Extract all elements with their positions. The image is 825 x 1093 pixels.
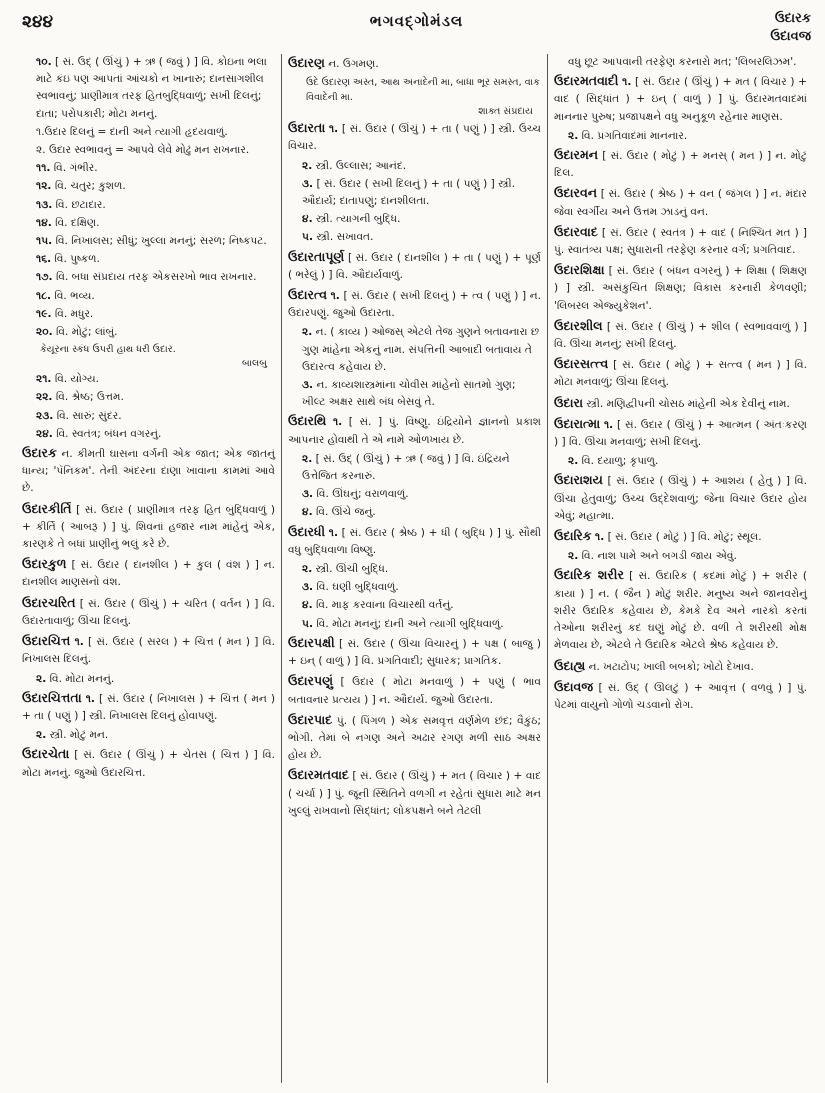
definition-text: [ સં. ] પું. વિષ્ણુ. ઇંદ્રિયોને જ્ઞાનનો પ્રકાશ આપનાર હોવાથી તે એ નામે ઓળખાય છે. bbox=[288, 416, 541, 446]
definition-text: [ સં. ઉદાર ( દાનશીલ ) + તા ( પણું ) + પૂર્ણ ( ભરેલું ) ] વિ. ઔદાર્યવાળું. bbox=[288, 251, 541, 281]
entry-sense bbox=[22, 142, 275, 159]
headword: ઉદારમન bbox=[554, 147, 599, 163]
dictionary-entry bbox=[288, 248, 541, 284]
sense-number: ૧૬. bbox=[36, 253, 52, 266]
definition-text: [ સં. ઉદાર ( ઊંચું ) + ચેતસ ( ચિત્ત ) ] વિ. મોટા મનનું. જુઓ ઉદારચિત્ત. bbox=[22, 749, 275, 779]
sense-number: ૧. bbox=[332, 416, 343, 429]
sense-number: ૨૨. bbox=[36, 391, 53, 404]
headword: ઉદારધી bbox=[288, 523, 326, 539]
definition-text: [ સં. ઉદાર ( સ્વતંત્ર ) + વાદ ( નિશ્ચિત મત ) ] પું. સ્વાતંત્ર્ય પક્ષ; સુધારાની તરફેણ કરનાર વર્ગ; પ્રગતિવાદ. bbox=[554, 226, 807, 257]
headword: ઉદારશિક્ષા bbox=[554, 262, 605, 278]
guide-word-bottom: ઉદાવજ bbox=[770, 29, 811, 44]
dictionary-entry bbox=[22, 444, 275, 498]
definition-text: ૧.ઉદાર દિલનું = દાની અને ત્યાગી હૃદયવાળું. bbox=[36, 125, 228, 138]
entry-sense bbox=[22, 426, 275, 443]
dictionary-entry bbox=[554, 471, 807, 525]
definition-text: [ સં. ઉદાર ( સરલ ) + ચિત્ત ( મન ) ] વિ. નિખાલસ દિલનું. bbox=[22, 636, 275, 666]
dictionary-entry bbox=[22, 555, 275, 591]
dictionary-entry bbox=[554, 223, 807, 259]
definition-text: વિ. યોગ્ય. bbox=[54, 373, 99, 386]
sense-number: ૧. bbox=[74, 636, 84, 649]
dictionary-entry bbox=[554, 657, 807, 676]
definition-text: વિ. ભવ્ય. bbox=[54, 289, 95, 302]
entry-sense bbox=[22, 269, 275, 286]
entry-sense bbox=[22, 371, 275, 388]
entry-sense bbox=[288, 504, 541, 521]
sense-number: ૧. bbox=[603, 418, 614, 431]
entry-sense bbox=[288, 616, 541, 633]
sense-number: ૧૫. bbox=[36, 235, 53, 248]
definition-text: વિ. નિખાલસ; સીધું; ખુલ્લા મનનું; સરળ; નિષ્કપટ. bbox=[55, 235, 267, 248]
dictionary-entry bbox=[288, 672, 541, 708]
definition-text: વિ. ઊંઘનું; વરાળવાળું. bbox=[316, 488, 409, 501]
definition-text: વિ. નાશ પામે અને બગડી જાય એવું. bbox=[581, 550, 737, 563]
definition-text: વિ. માફ કરવાના વિચારથી વર્તનું. bbox=[315, 599, 454, 612]
definition-text: ન. કાવ્યશાસ્ત્રમાંના ચોવીસ માંહેનો સાતમો ગુણ; ખીલ્ટ અક્ષર સાથે બંધ બેસવું તે. bbox=[302, 379, 516, 409]
headword: ઉદારકુળ bbox=[22, 556, 67, 572]
definition-text: [ સં. ઉદાર ( ઊંચું ) + શીલ ( સ્વભાવવાળું ) ] વિ. ઊંચા મનનું; સખી દિલનું. bbox=[554, 320, 807, 351]
entry-sense bbox=[22, 408, 275, 425]
entry-sense bbox=[554, 54, 807, 71]
sense-number: ૧૪. bbox=[36, 216, 52, 229]
headword: ઉદારમતવાદી bbox=[554, 73, 619, 89]
headword: ઉદારતાપૂર્ણ bbox=[288, 248, 345, 264]
entry-sense bbox=[22, 197, 275, 214]
entry-sense bbox=[22, 306, 275, 323]
dictionary-entry bbox=[554, 678, 807, 714]
definition-text: વિ. છટાદાર. bbox=[55, 198, 106, 211]
sense-number: ૨. bbox=[36, 729, 47, 742]
entry-sense bbox=[288, 451, 541, 485]
dictionary-entry bbox=[554, 261, 807, 315]
definition-text: સ્ત્રી. સખાવત. bbox=[316, 231, 374, 244]
definition-text: [ સં. ઉદાર ( ઊંચું ) + આત્મન ( અંતઃકરણ ) ] વિ. ઊંચા મનવાળું; સખી દિલનું. bbox=[554, 418, 808, 449]
sense-number: ૧૯. bbox=[36, 307, 52, 320]
definition-text: વિ. સારું; સુંદર. bbox=[56, 409, 122, 422]
entry-sense bbox=[288, 486, 541, 503]
headword: ઉદારવાદ bbox=[554, 223, 598, 239]
definition-text: સ્ત્રી. મોટું મન. bbox=[49, 729, 109, 742]
dictionary-entry bbox=[288, 119, 541, 155]
headword: ઉદારાત્મા bbox=[554, 415, 601, 431]
entry-sense bbox=[288, 579, 541, 596]
sense-number: ૧૧. bbox=[36, 162, 51, 175]
dictionary-entry bbox=[554, 146, 807, 182]
guide-words bbox=[770, 10, 811, 46]
definition-text: વિ. મધુર. bbox=[54, 307, 94, 320]
definition-text: [ સં. ઉદાર ( બંધન વગરનું ) + શિક્ષા ( શિક્ષણ ) ] સ્ત્રી. અસંકુચિત શિક્ષણ; વિકાસ કરનારી કેળવણી; 'લિબરલ એજ્યુકેશન'. bbox=[554, 265, 807, 312]
dictionary-entry bbox=[22, 594, 275, 630]
sense-number: ૧. bbox=[328, 123, 339, 136]
column-2 bbox=[281, 54, 547, 1083]
page-number: ૨૪૪ bbox=[22, 12, 54, 32]
sense-number: ૪. bbox=[302, 599, 313, 612]
citation-source: બાલબુ bbox=[241, 358, 267, 370]
sense-number: ૪. bbox=[302, 213, 313, 226]
definition-text: [ સં. ઉદ્ ( ઊંચું ) + ઋ ( જવું ) ] વિ. કોઇના ભલા માટે કંઇ પણ આપતાં આંચકો ન ખાનારું; દાનસાગશીલ સ્વભાવનું; પ્રાણીમાત્ર તરફ હિતબુદ્ધિવાળું; સખી દિલનું; દાતા; પરોપકારી; મોટા મનનું. bbox=[36, 56, 267, 120]
definition-text: [ સં. ઉદાર ( સખી દિલનું ) + તા ( પણું ) ] સ્ત્રી. ઔદાર્ય; દાતાપણું; દાનશીલતા. bbox=[302, 177, 515, 208]
entry-sense bbox=[288, 211, 541, 228]
dictionary-entry bbox=[554, 355, 807, 391]
definition-text: [ સં. ઉદ્ ( ઊલટું ) + આવૃત્ત ( વળવું ) ] પું. પેટમાં વાયુનો ગોળો ચડવાનો રોગ. bbox=[554, 681, 808, 711]
page-title: ભગવદ્ગોમંડલ bbox=[369, 12, 464, 30]
headword: ઉદારક bbox=[22, 445, 57, 461]
entry-sense bbox=[554, 548, 807, 565]
sense-number: ૩. bbox=[302, 379, 314, 392]
headword: ઉદારચરિત bbox=[22, 594, 76, 610]
entry-sense bbox=[22, 251, 275, 268]
dictionary-entry bbox=[288, 412, 541, 448]
sense-number: ૧. bbox=[595, 531, 605, 544]
definition-text: [ સં. ઉદાર ( મોટું ) ] વિ. મોટું; સ્થૂલ. bbox=[607, 531, 762, 544]
sense-number: ૧. bbox=[85, 692, 95, 705]
dictionary-entry bbox=[288, 523, 541, 559]
dictionary-entry bbox=[22, 500, 275, 554]
column-3 bbox=[547, 54, 813, 1083]
sense-number: ૨. bbox=[302, 563, 313, 576]
definition-text: સ્ત્રી. ત્યાગની બુદ્ધિ. bbox=[315, 213, 401, 226]
citation-quote: ઉદે ઉદારણ અસ્ત, આથ અનાદેની મા, બાધા ભૂર સમસ્ત, વાક વિવાદેની મા. bbox=[306, 77, 540, 104]
headword: ઉદારસત્ત્વ bbox=[554, 356, 609, 372]
definition-text: [ સં. ઉદ્ ( ઊંચું ) + ઋ ( જવું ) ] વિ. ઇંદ્રિયને ઉત્તેજિત કરનારું. bbox=[302, 452, 510, 483]
sense-number: ૨૩. bbox=[36, 409, 54, 422]
entry-sense bbox=[22, 178, 275, 195]
headword: ઉદારવન bbox=[554, 185, 598, 201]
entry-sense bbox=[288, 377, 541, 411]
sense-number: ૧. bbox=[622, 76, 632, 89]
definition-text: [ સં. ઉદાર ( ઊંચું ) + મત ( વિચાર ) + વાદ ( સિદ્ધાંત ) + ઇન્ ( વાળું ) ] પું. ઉદારમતવાદમાં માનનાર પુરુષ; પ્રજાપક્ષને વધુ અનુકૂળ રહેનાર માણસ. bbox=[554, 76, 807, 123]
dictionary-entry bbox=[554, 415, 807, 451]
entry-sense bbox=[288, 158, 541, 175]
entry-sense bbox=[22, 160, 275, 177]
definition-text: [ સં. ઉદાર ( ઊંચું ) + મત ( વિચાર ) + વાદ ( ચર્ચા ) ] પું. જૂની સ્થિતિને વળગી ન રહેતાં સુધારા માટે મન ખુલ્લું રાખવાનો સિદ્ધાંત; લોકપક્ષને બને તેટલી bbox=[288, 770, 542, 817]
headword: ઉદારથિ bbox=[288, 413, 327, 429]
headword: ઉદારચિત્ત bbox=[22, 633, 71, 649]
definition-text: પું. ( પિંગળ ) એક સમવૃત્ત વર્ણમેળ છંદ; વૈકુંઠ; ભોગી. તેમાં બે નગણ અને અઢાર રગણ મળી સાઠ અક્ષર હોય છે. bbox=[288, 714, 541, 762]
dictionary-entry bbox=[288, 634, 541, 670]
sense-number: ૧૭. bbox=[36, 271, 53, 284]
entry-sense bbox=[288, 324, 541, 376]
definition-text: ન. ખટાટોપ; ખાલી બબકો; ખોટો દેખાવ. bbox=[588, 660, 754, 673]
headword: ઉદારતા bbox=[288, 120, 326, 136]
headword: ઉદારકીર્તિ bbox=[22, 500, 72, 516]
dictionary-entry bbox=[22, 745, 275, 781]
definition-text: [ સં. ઉદાર ( નિખાલસ ) + ચિત્ત ( મન ) + તા ( પણું ) ] સ્ત્રી. નિખાલસ દિલનું હોવાપણું. bbox=[22, 692, 276, 722]
dictionary-entry bbox=[554, 317, 807, 353]
entry-sense bbox=[554, 128, 807, 145]
definition-text: વિ. પ્રગતિવાદમાં માનનાર. bbox=[581, 129, 688, 142]
definition-text: વિ. દયાળુ; કૃપાળુ. bbox=[581, 455, 659, 468]
headword: ઉદારચિત્તતા bbox=[22, 689, 82, 705]
definition-text: વિ. મોટા મનનું; દાની અને ત્યાગી બુદ્ધિવાળું. bbox=[316, 617, 504, 630]
definition-text: વિ. મોટા મનનું. bbox=[49, 672, 115, 685]
sense-number: ૧. bbox=[330, 290, 340, 303]
definition-text: વિ. સ્વતંત્ર; બંધન વગરનું. bbox=[56, 427, 162, 440]
dictionary-entry bbox=[22, 632, 275, 668]
entry-sense bbox=[22, 124, 275, 141]
entry-sense bbox=[22, 324, 275, 341]
entry-sense bbox=[22, 727, 275, 744]
sense-number: ૩. bbox=[302, 488, 314, 501]
definition-text: વિ. ચતુર; કુશળ. bbox=[54, 180, 126, 193]
citation-source: શાક્ત સંપ્રદાય bbox=[478, 106, 533, 118]
headword: ઉદારણ bbox=[288, 55, 325, 70]
entry-sense bbox=[288, 561, 541, 578]
headword: ઉદારત્વ bbox=[288, 287, 327, 303]
sense-number: ૨. bbox=[36, 672, 47, 685]
definition-text: વિ. ઊંચે જનું. bbox=[315, 506, 376, 519]
definition-text: સ્ત્રી. મણિદ્વીપની ચોસઠ માંહેની એક દેવીનું નામ. bbox=[586, 397, 790, 410]
definition-text: વિ. મોટું; લાંબું. bbox=[56, 326, 118, 339]
headword: ઉદારપાદ bbox=[288, 711, 333, 727]
headword: ઉદારિક શરીર bbox=[554, 567, 624, 583]
sense-number: ૧૦. bbox=[36, 56, 52, 68]
sense-number: ૩. bbox=[302, 177, 314, 190]
definition-text: વિ. દક્ષિણ. bbox=[55, 216, 100, 229]
definition-text: [ સં. ઉદાર ( દાનશીલ ) + કુલ ( વંશ ) ] ન. દાનશીલ માણસનો વંશ. bbox=[22, 559, 275, 589]
sense-number: ૫. bbox=[302, 231, 313, 244]
sense-number: ૧૩. bbox=[36, 198, 53, 211]
dictionary-entry bbox=[554, 566, 807, 654]
definition-text: ન. કીમતી ઘાસના વર્ગની એક જાત; એક જાતનું ધાન્ય; 'પૅનિકમ'. તેની અંદરના દાણા ખાવાના કામમાં આવે છે. bbox=[22, 448, 276, 495]
sense-number: ૨. bbox=[302, 452, 313, 465]
dictionary-entry bbox=[554, 72, 807, 126]
dictionary-entry bbox=[22, 689, 275, 725]
sense-number: ૩. bbox=[302, 581, 314, 594]
dictionary-entry bbox=[554, 527, 807, 546]
column-1 bbox=[16, 54, 281, 1083]
guide-word-top: ઉદારક bbox=[774, 11, 811, 26]
headword: ઉદારપણું bbox=[288, 673, 333, 689]
sense-number: ૧. bbox=[328, 526, 338, 539]
sense-number: ૨. bbox=[302, 326, 313, 339]
sense-number: ૨. bbox=[568, 455, 579, 468]
dictionary-entry bbox=[288, 766, 541, 820]
definition-text: [ સં. ઉદાર ( શ્રેષ્ઠ ) + વન ( જંગલ ) ] ન. મંદાર જેવા સ્વર્ગીય અને ઉત્તમ ઝાડનું વન. bbox=[554, 188, 807, 218]
definition-text: [ સં. ઉદાર ( સખી દિલનું ) + ત્વ ( પણું ) ] ન. ઉદારપણું. જુઓ ઉદારતા. bbox=[288, 290, 542, 320]
sense-number: ૨૦. bbox=[36, 326, 53, 339]
dictionary-entry bbox=[288, 286, 541, 322]
headword: ઉદારમતવાદ bbox=[288, 767, 349, 783]
dictionary-entry bbox=[554, 184, 807, 220]
definition-text: વિ. પુષ્કળ. bbox=[54, 253, 100, 266]
definition-text: ન. ( કાવ્ય ) ઓજસ્ એટલે તેજ ગુણને બતાવનારા છ ગુણ માંહેના એકનું નામ. સંપત્તિની આબાદી બતાવાય તે ઉદારત્વ કહેવાય છે. bbox=[302, 326, 540, 373]
definition-text: [ સં. ઉદાર ( મોટું ) + સત્ત્વ ( મન ) ] વિ. મોટા મનવાળું; ઊંચા દિલનું. bbox=[554, 359, 807, 389]
definition-text: સ્ત્રી. ઊંચી બુદ્ધિ. bbox=[315, 563, 389, 576]
definition-text: વિ. ઘણી બુદ્ધિવાળું. bbox=[316, 581, 399, 594]
definition-text: ૨. ઉદાર સ્વભાવનું = આપવે લેવે મોઢું મન રાખનાર. bbox=[36, 144, 250, 157]
sense-number: ૨. bbox=[568, 550, 579, 563]
sense-number: ૫. bbox=[302, 617, 313, 630]
dictionary-entry bbox=[288, 54, 541, 73]
dictionary-entry bbox=[554, 394, 807, 413]
entry-sense bbox=[22, 288, 275, 305]
entry-sense bbox=[22, 54, 275, 123]
headword: ઉદારા bbox=[554, 394, 584, 410]
sense-number: ૨૪. bbox=[36, 427, 53, 440]
dictionary-entry bbox=[288, 711, 541, 765]
headword: ઉદારિક bbox=[554, 528, 592, 544]
sense-number: ૨૧. bbox=[36, 373, 52, 386]
entry-sense bbox=[22, 215, 275, 232]
entry-sense bbox=[22, 233, 275, 250]
definition-text: [ ઉદાર ( મોટા મનવાળું ) + પણું ( ભાવ બતાવનાર પ્રત્યય ) ] ન. ઔદાર્ય. જુઓ ઉદારતા. bbox=[288, 676, 541, 706]
definition-text: [ સં. ઉદાર ( ઊંચું ) + આશય ( હેતુ ) ] વિ. ઊંચા હેતુવાળું; ઉચ્ચ ઉદ્દેશવાળું; જેના વિચાર ઉદાર હોય એવું; મહાત્મા. bbox=[554, 475, 807, 522]
dictionary-columns bbox=[16, 54, 813, 1083]
sense-number: ૨. bbox=[302, 159, 313, 172]
headword: ઉદારચેતા bbox=[22, 746, 70, 762]
headword: ઉદાહ્ય bbox=[554, 657, 586, 673]
definition-text: વધુ છૂટ આપવાની તરફેણ કરનારો મત; 'લિબરલિઝમ'. bbox=[568, 56, 797, 68]
citation-quote: કેયૂરના સ્કંધ ઉપરી હાથ ધરી ઉદાર. bbox=[40, 344, 176, 356]
headword: ઉદારપક્ષી bbox=[288, 634, 335, 650]
definition-text: [ સં. ઉદાર ( ઊંચું ) + ચરિત ( વર્તન ) ] વિ. ઉદારતાવાળું; ઊંચા દિલનું. bbox=[22, 597, 275, 627]
entry-sense bbox=[288, 597, 541, 614]
definition-text: [ સં. ઉદાર ( શ્રેષ્ઠ ) + ધી ( બુદ્ધિ ) ] પું. સૌથી વધુ બુદ્ધિવાળા વિષ્ણુ. bbox=[288, 526, 541, 556]
definition-text: વિ. શ્રેષ્ઠ; ઉત્તમ. bbox=[55, 391, 124, 404]
headword: ઉદારશીલ bbox=[554, 317, 603, 333]
definition-text: [ સં. ઉદાર ( ઊંચા વિચારનું ) + પક્ષ ( બાજુ ) + ઇન્ ( વાળું ) ] વિ. પ્રગતિવાદી; સુધારક; પ્રાગતિક. bbox=[288, 637, 541, 668]
sense-number: ૧૮. bbox=[36, 289, 52, 302]
entry-sense bbox=[22, 671, 275, 688]
definition-text: વિ. ગંભીર. bbox=[53, 162, 98, 175]
entry-sense bbox=[288, 229, 541, 246]
sense-number: ૧૨. bbox=[36, 180, 52, 193]
definition-text: [ સં. ઉદાર ( ઊંચું ) + તા ( પણું ) ] સ્ત્રી. ઉચ્ચ વિચાર. bbox=[288, 123, 542, 153]
entry-sense bbox=[288, 176, 541, 210]
sense-number: ૨. bbox=[568, 129, 579, 142]
definition-text: સ્ત્રી. ઉલ્લાસ; આનંદ. bbox=[315, 159, 407, 172]
definition-text: વિ. બધા સંપ્રદાય તરફ એકસરખો ભાવ રાખનાર. bbox=[55, 271, 257, 284]
sense-number: ૪. bbox=[302, 506, 313, 519]
definition-text: [ સં. ઉદાર ( મોટું ) + મનસ્ ( મન ) ] ન. મોટું દિલ. bbox=[554, 150, 807, 180]
definition-text: ન. ઉગમણ. bbox=[328, 58, 379, 70]
entry-sense bbox=[22, 389, 275, 406]
entry-sense bbox=[554, 453, 807, 470]
headword: ઉદાવજ bbox=[554, 678, 594, 694]
definition-text: [ સં. ઉદારિક ( કદમાં મોટું ) + શરીર ( કાયા ) ] ન. ( જૈન ) મોટું શરીર. મનુષ્ય અને જાનવરોનું શરીર ઉદારિક કહેવાય છે, કેમકે દેવ અને નારકો કરતાં તેઓના શરીરનું કદ ઘણું મોટું છે. વળી તે શરીરથી મોક્ષ મેળવાય છે, એટલે તે ઉદારિક એટલે શ્રેષ્ઠ કહેવાય છે. bbox=[554, 570, 808, 652]
headword: ઉદારાશય bbox=[554, 472, 603, 488]
page-header bbox=[22, 10, 811, 52]
definition-text: [ સં. ઉદાર ( પ્રાણીમાત્ર તરફ હિત બુદ્ધિવાળું ) + કીર્તિ ( આબરૂ ) ] પું. શિવનાં હજાર નામ માંહેનું એક, કારણકે તે બધાં પ્રાણીનું ભલું કરે છે. bbox=[22, 503, 275, 551]
